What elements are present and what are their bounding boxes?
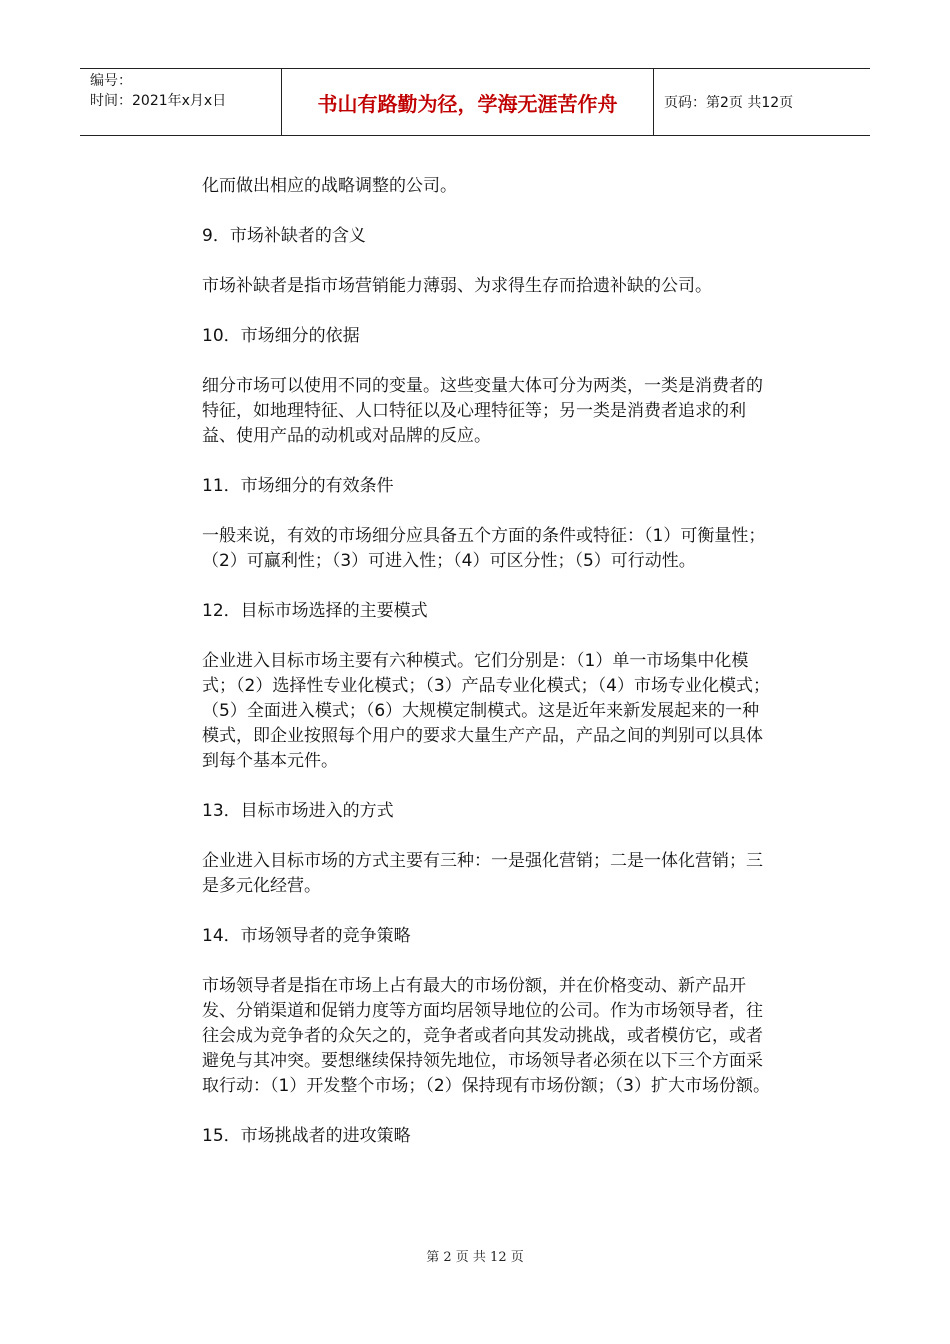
page-header (80, 68, 870, 136)
section-heading: 13．目标市场进入的方式 (202, 801, 394, 821)
paragraph: 企业进入目标市场主要有六种模式。它们分别是：（1）单一市场集中化模式；（2）选择性专业化模式；（3）产品专业化模式；（4）市场专业化模式；（5）全面进入模式；（6）大规模定制模式。这是近年来新发展起来的一种模式，即企业按照每个用户的要求大量生产产品，产品之间的判别可以具体到每个基本元件。 (202, 651, 770, 771)
document-time-label: 时间：2021年x月x日 (90, 93, 227, 109)
document-body (202, 174, 772, 1174)
document-number-label: 编号： (90, 73, 132, 89)
header-meta (80, 69, 282, 135)
paragraph: 市场领导者是指在市场上占有最大的市场份额，并在价格变动、新产品开发、分销渠道和促销力度等方面均居领导地位的公司。作为市场领导者，往往会成为竞争者的众矢之的，竞争者或者向其发动挑战，或者模仿它，或者避免与其冲突。要想继续保持领先地位，市场领导者必须在以下三个方面采取行动：（1）开发整个市场；（2）保持现有市场份额；（3）扩大市场份额。 (202, 976, 770, 1096)
paragraph: 市场补缺者是指市场营销能力薄弱、为求得生存而拾遗补缺的公司。 (202, 276, 712, 296)
footer-page-number: 第 2 页 共 12 页 (426, 1250, 524, 1265)
paragraph: 企业进入目标市场的方式主要有三种：一是强化营销；二是一体化营销；三是多元化经营。 (202, 851, 763, 896)
section-heading: 11．市场细分的有效条件 (202, 476, 394, 496)
header-page-info (654, 69, 870, 135)
motto-text: 书山有路勤为径，学海无涯苦作舟 (317, 91, 618, 116)
section-heading: 9．市场补缺者的含义 (202, 226, 366, 246)
section-heading: 15．市场挑战者的进攻策略 (202, 1126, 411, 1146)
page-footer (0, 1246, 950, 1265)
paragraph: 细分市场可以使用不同的变量。这些变量大体可分为两类，一类是消费者的特征，如地理特征、人口特征以及心理特征等；另一类是消费者追求的利益、使用产品的动机或对品牌的反应。 (202, 376, 763, 446)
paragraph: 化而做出相应的战略调整的公司。 (202, 176, 457, 196)
section-heading: 10．市场细分的依据 (202, 326, 360, 346)
header-motto (282, 69, 654, 135)
page-info-text: 页码：第2页 共12页 (664, 95, 794, 111)
section-heading: 12．目标市场选择的主要模式 (202, 601, 428, 621)
section-heading: 14．市场领导者的竞争策略 (202, 926, 411, 946)
paragraph: 一般来说，有效的市场细分应具备五个方面的条件或特征：（1）可衡量性；（2）可赢利性；（3）可进入性；（4）可区分性；（5）可行动性。 (202, 526, 766, 571)
